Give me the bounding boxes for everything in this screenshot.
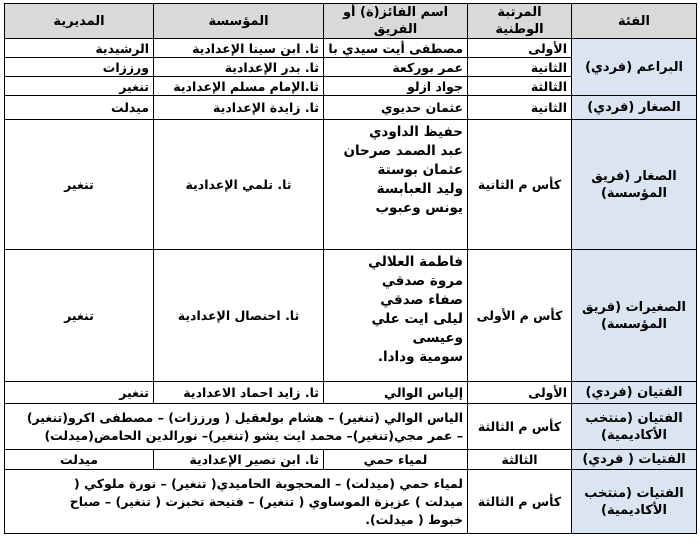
team-member: يونس وعبوب — [375, 200, 463, 216]
winner-cell: إلياس الوالي — [324, 382, 468, 404]
header-row — [5, 4, 697, 39]
institution-cell: ثا. ابن نصير الإعدادية — [154, 450, 324, 470]
category-line: المؤسسة) — [600, 185, 668, 201]
directorate-cell: تنغير — [5, 250, 154, 382]
category-cell — [572, 404, 697, 450]
directorate-cell: ورززات — [5, 58, 154, 77]
team-members-cell — [5, 470, 468, 534]
directorate-cell: تنغير — [5, 77, 154, 96]
institution-cell: ثا. زايد احماد الاعدادية — [154, 382, 324, 404]
winner-cell: عمر بوركعة — [324, 58, 468, 77]
institution-cell: ثا. زايدة الإعدادية — [154, 96, 324, 120]
table-row — [5, 470, 697, 534]
category-line: الفتيان (منتخب — [585, 410, 683, 426]
table-row — [5, 96, 697, 120]
rank-cell: كأس م الثالثة — [468, 470, 572, 534]
category-line: الأكاديمية) — [601, 502, 667, 518]
header-winner: اسم الفائز(ة) أو الفريق — [324, 4, 468, 39]
header-category: الفئة — [572, 4, 697, 39]
team-members-line: – عمر مجي(تنغير)– محمد ايت يشو (تنغير)– نورالدين الحامض(ميدلت) — [44, 427, 463, 443]
table-row — [5, 120, 697, 250]
team-member: حفيظ الداودي — [369, 124, 463, 140]
institution-cell: ثا.الإمام مسلم الإعدادية — [154, 77, 324, 96]
rank-cell: الأولى — [468, 382, 572, 404]
team-member: سومية ودادا. — [377, 349, 463, 365]
directorate-cell: تنغير — [5, 120, 154, 250]
category-line: المؤسسة) — [600, 316, 668, 332]
category-line: الصغيرات (فريق — [581, 299, 687, 315]
category-line: الأكاديمية) — [601, 427, 667, 443]
institution-cell: ثا. بدر الإعدادية — [154, 58, 324, 77]
header-directorate: المديرية — [5, 4, 154, 39]
winner-cell: مصطفى أيت سيدي با — [324, 39, 468, 58]
category-line: الفتيات (منتخب — [584, 485, 684, 501]
category-cell — [572, 120, 697, 250]
category-cell — [572, 470, 697, 534]
team-member: فاطمة العلالي — [368, 254, 463, 270]
team-member: عثمان بوستة — [377, 162, 463, 178]
team-member: مروة صدقي — [381, 273, 463, 289]
team-members-cell — [324, 120, 468, 250]
header-institution: المؤسسة — [154, 4, 324, 39]
table-row — [5, 450, 697, 470]
team-members-cell — [5, 404, 468, 450]
rank-cell: الثانية — [468, 58, 572, 77]
team-member: ليلى ايت علي وعيسى — [371, 311, 463, 346]
directorate-cell: ميدلت — [5, 96, 154, 120]
winner-cell: جواد ازلو — [324, 77, 468, 96]
category-cell: الصغار (فردي) — [572, 96, 697, 120]
directorate-cell: ميدلت — [5, 450, 154, 470]
rank-cell: كأس م الأولى — [468, 250, 572, 382]
team-members-line: لمياء حمي (ميدلت) – المحجوبة الحاميدي( تنغير) – نورة ملوكي ( — [74, 475, 463, 491]
team-members-cell — [324, 250, 468, 382]
winner-cell: لمياء حمي — [324, 450, 468, 470]
directorate-cell: تنغير — [5, 382, 154, 404]
rank-cell: كأس م الثانية — [468, 120, 572, 250]
rank-cell: الثالثة — [468, 450, 572, 470]
team-members-line: ميدلت ) عزيزة الموساوي ( تنغير) – فتيحة تخبزت ( تنغير) – صباح — [69, 493, 463, 509]
rank-cell: الثانية — [468, 96, 572, 120]
table-row — [5, 382, 697, 404]
team-member: وليد العبابسة — [376, 181, 463, 197]
institution-cell: ثا. تلمي الإعدادية — [154, 120, 324, 250]
table-row — [5, 404, 697, 450]
rank-cell: الثالثة — [468, 77, 572, 96]
directorate-cell: الرشيدية — [5, 39, 154, 58]
category-line: الصغار (فريق — [591, 168, 677, 184]
team-members-line: الياس الوالي (تنغير) – هشام بولعقيل ( ورززات) – مصطفى اكرو(تنغير) — [26, 409, 463, 425]
category-cell: البراعم (فردي) — [572, 39, 697, 96]
rank-cell: كأس م الثالثة — [468, 404, 572, 450]
team-members-line: خبوط ( ميدلت). — [365, 511, 463, 527]
table-row — [5, 39, 697, 58]
team-member: صفاء صدقي — [380, 292, 463, 308]
category-cell: الفتيان (فردي) — [572, 382, 697, 404]
category-cell: الفتيات ( فردي) — [572, 450, 697, 470]
institution-cell: ثا. ابن سينا الإعدادية — [154, 39, 324, 58]
table-row — [5, 250, 697, 382]
header-rank: المرتبة الوطنية — [468, 4, 572, 39]
rank-cell: الأولى — [468, 39, 572, 58]
results-table — [4, 3, 697, 534]
category-cell — [572, 250, 697, 382]
team-member: عبد الصمد صرحان — [343, 143, 463, 159]
winner-cell: عثمان حديوي — [324, 96, 468, 120]
institution-cell: ثا. احنصال الإعدادية — [154, 250, 324, 382]
